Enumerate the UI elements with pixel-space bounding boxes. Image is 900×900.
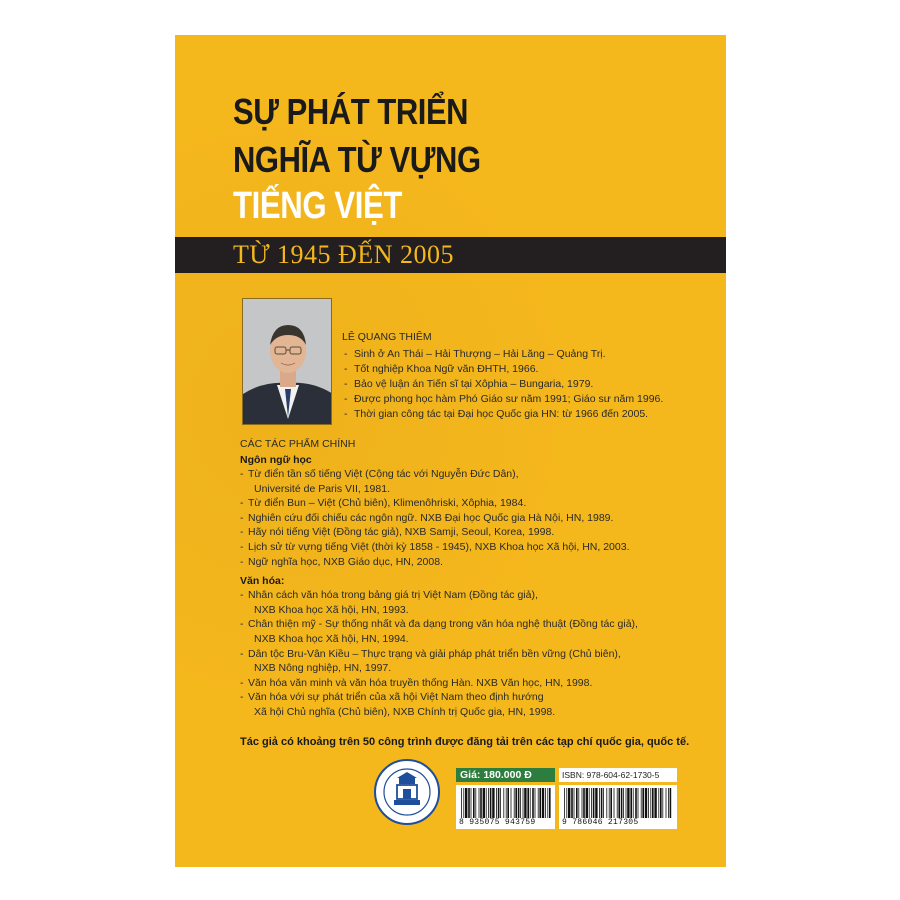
book-back-cover — [175, 35, 726, 867]
barcode-bar — [626, 788, 627, 818]
barcode-bar — [593, 788, 595, 818]
barcode-bar — [483, 788, 485, 818]
work-item: - Chân thiện mỹ - Sự thống nhất và đa dạng trong văn hóa nghệ thuật (Đồng tác giả), NXB Khoa học Xã hội, HN, 1994. — [240, 617, 720, 646]
author-block — [342, 331, 722, 422]
barcode-bar — [564, 788, 565, 818]
barcode-bar — [662, 788, 663, 818]
bio-item: - Được phong học hàm Phó Giáo sư năm 1991; Giáo sư năm 1996. — [342, 392, 722, 407]
barcode-bar — [518, 788, 520, 818]
barcode-bar — [610, 788, 612, 818]
work-item: - Nghiên cứu đối chiếu các ngôn ngữ. NXB Đại học Quốc gia Hà Nội, HN, 1989. — [240, 511, 720, 526]
category-culture: Văn hóa: — [240, 575, 285, 588]
barcode-bar — [630, 788, 632, 818]
works-heading: CÁC TÁC PHẨM CHÍNH — [240, 438, 356, 450]
barcode-bar — [475, 788, 476, 818]
title-line-1: SỰ PHÁT TRIỂN — [233, 91, 469, 132]
barcode-bar — [488, 788, 489, 818]
barcode-bar — [527, 788, 529, 818]
barcode-bar — [486, 788, 487, 818]
barcode-bar — [490, 788, 492, 818]
barcode-bar — [606, 788, 607, 818]
barcode-bar — [523, 788, 524, 818]
publisher-logo — [373, 758, 441, 826]
barcode-bar — [591, 788, 592, 818]
barcode-bar — [538, 788, 539, 818]
barcode-bar — [641, 788, 642, 818]
barcode-bar — [542, 788, 544, 818]
barcode-bar — [549, 788, 551, 818]
bio-item: - Bảo vệ luận án Tiến sĩ tại Xôphia – Bungaria, 1979. — [342, 377, 722, 392]
bio-item: - Tốt nghiệp Khoa Ngữ văn ĐHTH, 1966. — [342, 362, 722, 377]
subtitle: TỪ 1945 ĐẾN 2005 — [233, 240, 454, 269]
price-box — [456, 768, 555, 829]
barcode-bar — [660, 788, 662, 818]
barcode-bar — [506, 788, 507, 818]
work-item: - Từ điển Bun – Việt (Chủ biên), Klimenôhriski, Xôphia, 1984. — [240, 496, 720, 511]
barcode-bar — [595, 788, 597, 818]
isbn-box — [559, 768, 677, 829]
barcode-bar — [547, 788, 548, 818]
barcode-bar — [589, 788, 590, 818]
works-section — [240, 438, 720, 720]
barcode-isbn — [559, 785, 677, 829]
barcode-bar — [601, 788, 603, 818]
barcode-bar — [503, 788, 504, 818]
barcode-bar — [614, 788, 615, 818]
barcode-bar — [535, 788, 536, 818]
barcode-bar — [638, 788, 639, 818]
work-item: - Dân tộc Bru-Vân Kiều – Thực trạng và giải pháp phát triển bền vững (Chủ biên), NXB Nông nghiệp, HN, 1997. — [240, 647, 720, 676]
barcode-bar — [652, 788, 654, 818]
barcode-bar — [566, 788, 567, 818]
barcode-bar — [635, 788, 637, 818]
barcode-bar — [609, 788, 610, 818]
work-item: - Lịch sử từ vựng tiếng Việt (thời kỳ 1858 - 1945), NXB Khoa học Xã hội, HN, 2003. — [240, 540, 720, 555]
bio-item: - Sinh ở An Thái – Hải Thượng – Hải Lăng – Quảng Trị. — [342, 347, 722, 362]
barcode-number: 9 786046 217305 — [562, 818, 639, 827]
barcode-bar — [574, 788, 575, 818]
barcode-bar — [530, 788, 531, 818]
barcode-number: 8 935075 943759 — [459, 818, 536, 827]
barcode-bar — [545, 788, 546, 818]
barcode-bar — [654, 788, 656, 818]
barcode-bar — [568, 788, 570, 818]
title-line-2: NGHĨA TỪ VỰNG — [233, 139, 481, 180]
title-line-3: TIẾNG VIỆT — [233, 185, 403, 227]
barcode-bar — [623, 788, 624, 818]
barcode-bar — [668, 788, 669, 818]
barcode-bar — [576, 788, 578, 818]
work-item: - Từ điển tần số tiếng Việt (Cộng tác với Nguyễn Đức Dân), Université de Paris VII, 1981. — [240, 467, 720, 496]
barcode-bar — [670, 788, 672, 818]
barcode-bar — [480, 788, 482, 818]
category-linguistics: Ngôn ngữ học — [240, 454, 312, 466]
barcode-bar — [463, 788, 464, 818]
barcode-bar — [498, 788, 500, 818]
barcode-bar — [627, 788, 629, 818]
barcode-bar — [473, 788, 475, 818]
barcode-bar — [650, 788, 651, 818]
barcode-bar — [507, 788, 509, 818]
barcode-price — [456, 785, 555, 829]
barcode-bar — [618, 788, 620, 818]
barcode-bar — [461, 788, 462, 818]
barcode-bar — [586, 788, 588, 818]
barcode-bar — [496, 788, 497, 818]
barcode-bar — [582, 788, 583, 818]
barcode-bar — [633, 788, 634, 818]
barcode-bar — [511, 788, 512, 818]
work-item: - Văn hóa văn minh và văn hóa truyền thống Hàn. NXB Văn học, HN, 1998. — [240, 676, 720, 691]
author-photo — [242, 298, 332, 425]
barcode-bar — [539, 788, 541, 818]
bio-item: - Thời gian công tác tại Đại học Quốc gia HN: từ 1966 đến 2005. — [342, 407, 722, 422]
work-item: - Hãy nói tiếng Việt (Đồng tác giả), NXB Samji, Seoul, Korea, 1998. — [240, 525, 720, 540]
barcode-bar — [583, 788, 585, 818]
barcode-bar — [471, 788, 472, 818]
barcode-bar — [492, 788, 494, 818]
barcode-bar — [645, 788, 647, 818]
author-bio — [342, 347, 722, 422]
isbn-label: ISBN: 978-604-62-1730-5 — [559, 768, 677, 782]
author-name: LÊ QUANG THIÊM — [342, 331, 432, 343]
barcode-bar — [515, 788, 517, 818]
barcode-bar — [532, 788, 534, 818]
work-item: - Nhân cách văn hóa trong bảng giá trị Việt Nam (Đồng tác giả), NXB Khoa học Xã hội, HN, 1993. — [240, 588, 720, 617]
subtitle-band — [175, 237, 726, 273]
barcode-bar — [617, 788, 618, 818]
barcode-bar — [603, 788, 604, 818]
barcode-bar — [514, 788, 515, 818]
barcode-bar — [479, 788, 480, 818]
barcode-bar — [500, 788, 501, 818]
closing-note: Tác giả có khoảng trên 50 công trình được đăng tải trên các tạp chí quốc gia, quốc tế. — [240, 736, 690, 748]
barcode-bar — [571, 788, 573, 818]
barcode-bar — [621, 788, 623, 818]
barcode-bar — [468, 788, 470, 818]
barcode-bar — [642, 788, 644, 818]
barcode-bar — [524, 788, 526, 818]
barcode-bar — [520, 788, 521, 818]
work-item: - Văn hóa với sự phát triển của xã hội Việt Nam theo định hướng Xã hội Chủ nghĩa (Chủ biên), NXB Chính trị Quốc gia, HN, 1998. — [240, 690, 720, 719]
price-label: Giá: 180.000 Đ — [456, 768, 555, 782]
work-item: - Ngữ nghĩa học, NXB Giáo dục, HN, 2008. — [240, 555, 720, 570]
barcode-bar — [666, 788, 667, 818]
culture-list — [240, 588, 720, 719]
barcode-bar — [648, 788, 649, 818]
barcode-bar — [465, 788, 467, 818]
barcode-bar — [599, 788, 600, 818]
linguistics-list — [240, 467, 720, 569]
barcode-bar — [578, 788, 579, 818]
barcode-bar — [658, 788, 659, 818]
